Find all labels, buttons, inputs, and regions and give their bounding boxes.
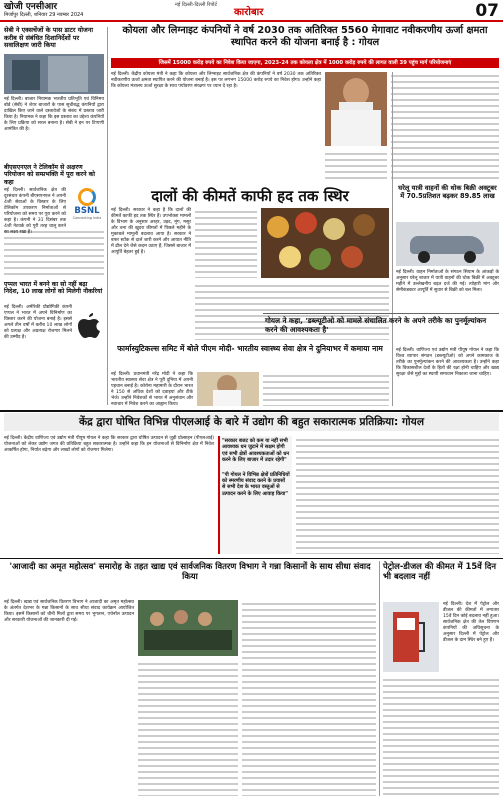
- sugarcane-body: नई दिल्ली। खाद्य एवं सार्वजनिक वितरण विभाग ने आजादी का अमृत महोत्सव के अंतर्गत देशभर के गन्ना किसानों के साथ सीधा संवाद कार्यक्रम आयोजित किया। इसमें किसानों को चीनी मिलों द्वारा समय पर भुगतान, एथेनॉल उत्पादन और सरकारी योजनाओं की जानकारी दी गई।: [4, 600, 134, 623]
- farmers-meeting-photo: [138, 600, 238, 656]
- ev-body: नई दिल्ली। वाहन निर्माताओं के संगठन सियाम के आंकड़ों के अनुसार घरेलू बाजार में यात्री वाहनों की थोक बिक्री में अक्टूबर महीने में उल्लेखनीय बढ़त दर्ज की गई। त्योहारी मांग और सेमीकंडक्टर आपूर्ति में सुधार से बिक्री को बल मिला।: [396, 270, 499, 293]
- story1-body: नई दिल्ली। बाजार नियामक भारतीय प्रतिभूति एवं विनिमय बोर्ड (सेबी) ने शेयर बाजारों के पास सूचीबद्ध कंपनियों द्वारा दाखिल किए जाने वाले दस्तावेजों के संबंध में प्रस्ताव जारी किया है। नियामक ने कहा कि इस प्रस्ताव का उद्देश्य कंपनियों के लिए प्रक्रिया को सरल बनाना है। सेबी ने इन पर टिप्पणी आमंत्रित की है।: [4, 97, 104, 132]
- masthead-subline: नई दिल्ली-दिल्ली रिपोर्ट: [175, 2, 217, 8]
- pli-pullquote: "सरकार बजट को कम या नहीं सभी आवश्यक धन जुटाने में सक्षम होगी एवं सभी क्षेत्रों आवश्यकताओं को धन करने के लिए बाजार में उदार रहेगी": [222, 438, 290, 464]
- story3-headline: एप्पल भारत में बनने का सो नहीं बढ़ा निदेश, 10 लाख लोगों को मिलेगी नौकरियां: [4, 281, 103, 296]
- left-column: [4, 27, 104, 407]
- page-number: 07: [475, 1, 499, 21]
- fuel-pump-photo: [383, 602, 439, 672]
- lead-headline: कोयला और लिग्नाइट कंपनियों ने वर्ष 2030 तक अतिरिक्त 5560 मेगावाट नवीकरणीय ऊर्जा क्षमता स्थापित करने की योजना बनाई है : गोयल: [122, 25, 488, 48]
- lead-body: नई दिल्ली। केंद्रीय कोयला मंत्री ने कहा कि कोयला और लिग्नाइट सार्वजनिक क्षेत्र की कंपनियों ने वर्ष 2030 तक अतिरिक्त नवीकरणीय ऊर्जा क्षमता स्थापित करने की योजना बनाई है। इस पर लगभग 15000 करोड़ रुपये का निवेश होगा। उन्होंने कहा कि कोयला मंत्रालय ऊर्जा सुरक्षा के साथ पर्यावरण संरक्षण पर ध्यान दे रहा है।: [111, 72, 321, 89]
- fuel-headline: पेट्रोल-डीजल की कीमत में 15वें दिन भी बदलाव नहीं: [383, 561, 496, 582]
- ev-headline: घरेलू यात्री वाहनों की थोक बिक्री अक्टूबर में 70.5प्रतिशत बढ़कर 89.85 लाख: [398, 184, 497, 201]
- pharma-body: नई दिल्ली। प्रधानमंत्री नरेंद्र मोदी ने कहा कि भारतीय स्वास्थ्य सेवा क्षेत्र ने पूरी दुनिया में अपनी पहचान बनाई है। कोरोना महामारी के दौरान भारत ने 150 से अधिक देशों को दवाइयां और टीके भेजे। उन्होंने निवेशकों से भारत में अनुसंधान और नवाचार में निवेश करने का आह्वान किया।: [111, 372, 193, 407]
- story3-body: नई दिल्ली। अमेरिकी प्रौद्योगिकी कंपनी एप्पल ने भारत में अपने विनिर्माण का विस्तार करने की योजना बनाई है। इससे अगले तीन वर्षों में करीब 10 लाख लोगों को प्रत्यक्ष और अप्रत्यक्ष रोजगार मिलने की उम्मीद है।: [4, 305, 72, 340]
- pli-headline: केंद्र द्वारा घोषित विभिन्न पीएलआई के बारे में उद्योग की बहुत सकारात्मक प्रतिक्रिया: गोयल: [78, 416, 424, 428]
- minister-photo: [325, 72, 387, 146]
- dal-headline: दालों की कीमतें काफी हद तक स्थिर: [151, 187, 349, 205]
- pli-body: नई दिल्ली। केंद्रीय वाणिज्य एवं उद्योग मंत्री पीयूष गोयल ने कहा कि सरकार द्वारा घोषित उत्पादन से जुड़ी प्रोत्साहन (पीएलआई) योजनाओं को लेकर उद्योग जगत की प्रतिक्रिया बहुत सकारात्मक है। उन्होंने कहा कि इन योजनाओं से विनिर्माण क्षेत्र में निवेश आकर्षित होगा, निर्यात बढ़ेगा और लाखों लोगों को रोजगार मिलेगा।: [4, 436, 214, 453]
- wto-headline: गोयल ने कहा, 'डब्ल्यूटीओ को मामले संचालित करने के अपने तरीके का पुनर्मूल्यांकन करने की आवश्यकता है': [265, 316, 487, 334]
- section-title: कारोबार: [234, 7, 264, 18]
- wto-body: नई दिल्ली। वाणिज्य एवं उद्योग मंत्री पीयूष गोयल ने कहा कि विश्व व्यापार संगठन (डब्ल्यूटीओ) को अपने कामकाज के तरीके का पुनर्मूल्यांकन करने की आवश्यकता है। उन्होंने कहा कि विकासशील देशों के हितों की रक्षा होनी चाहिए और खाद्य सुरक्षा जैसे मुद्दों का स्थायी समाधान निकाला जाना चाहिए।: [396, 348, 499, 377]
- bsnl-logo: BSNL Connecting India: [70, 188, 104, 226]
- newspaper-brand: खोजी एनसीआर: [4, 2, 58, 12]
- pm-modi-photo: [197, 372, 259, 406]
- story1-headline: सेबी ने एक्सचेंजों के पास डाटर योजना करीब से संबंधित दिशानिर्देशों पर सवालिक्षण जारी किया: [4, 26, 94, 50]
- apple-logo-icon: [74, 309, 104, 345]
- masthead-date: मिर्जापुर दिल्ली, शनिवार 29 नवम्बर 2024: [4, 12, 84, 18]
- pulses-photo: [261, 208, 389, 278]
- car-photo: [396, 222, 499, 266]
- lead-body-right: [391, 72, 499, 180]
- story2-body: नई दिल्ली। सार्वजनिक क्षेत्र की दूरसंचार कंपनी बीएसएनएल ने अपनी 4जी सेवाओं के विस्तार के लिए टेलिकॉम उपकरण निर्माताओं से परियोजना को समय पर पूरा करने को कहा है। कंपनी ने 31 दिसंबर तक 4जी नेटवर्क को पूरी तरह चालू करने का लक्ष्य रखा है।: [4, 188, 66, 235]
- sebi-building-photo: [4, 54, 104, 94]
- dal-body: नई दिल्ली। सरकार ने कहा है कि दालों की कीमतें काफी हद तक स्थिर हैं। उपभोक्ता मामलों के विभाग के अनुसार अरहर, उड़द, मूंग, मसूर और चना की खुदरा कीमतों में पिछले महीने के मुकाबले मामूली बदलाव आया है। सरकार ने बफर स्टॉक से दालें जारी करने और आयात नीति में ढील देने जैसे कदम उठाए हैं, जिससे बाजार में आपूर्ति बेहतर हुई है।: [111, 208, 191, 255]
- masthead: [0, 0, 503, 22]
- lead-deck: जिसमें 15000 करोड़ रुपये का निवेश किया जाएगा, 2023-24 तक कोयला क्षेत्र में 1000 करोड़ रुपये की लागत वाली 39 पहुंच मार्ग परियोजनाएं: [111, 58, 499, 68]
- pharma-headline: फार्मास्युटिकल्स समिट में बोले पीएम मोदी- भारतीय स्वास्थ्य सेवा क्षेत्र ने दुनियाभर में कमाया नाम: [117, 344, 383, 353]
- bsnl-swirl-icon: [78, 188, 96, 206]
- story2-headline: बीएसएनएल ने टेलिकॉम से अक्षरण परियोजन को सम्प्रभक्ति में पूरा करने को कहा: [4, 164, 96, 186]
- pli-pullquote-box: [218, 436, 292, 554]
- fuel-body: नई दिल्ली। देश में पेट्रोल और डीजल की कीमतों में लगातार 15वें दिन कोई बदलाव नहीं हुआ। सार्वजनिक क्षेत्र की तेल विपणन कंपनियों की अधिसूचना के अनुसार दिल्ली में पेट्रोल और डीजल के दाम स्थिर बने हुए हैं।: [443, 602, 499, 643]
- sugarcane-headline: 'आजादी का अमृत महोत्सव' समारोह के तहत खाद्य एवं सार्वजनिक वितरण विभाग ने गन्ना किसानों के साथ सीधा संवाद किया: [9, 561, 371, 582]
- pli-pullquote-2: "पी गोयल ने विभिन्न क्षेत्रों प्रतिनिधियों को स्मरणीय संवाद करने के प्रयासों से सभी देश के भारत वस्तुओं से उत्पादन करने के लिए आवाह किया": [222, 471, 290, 497]
